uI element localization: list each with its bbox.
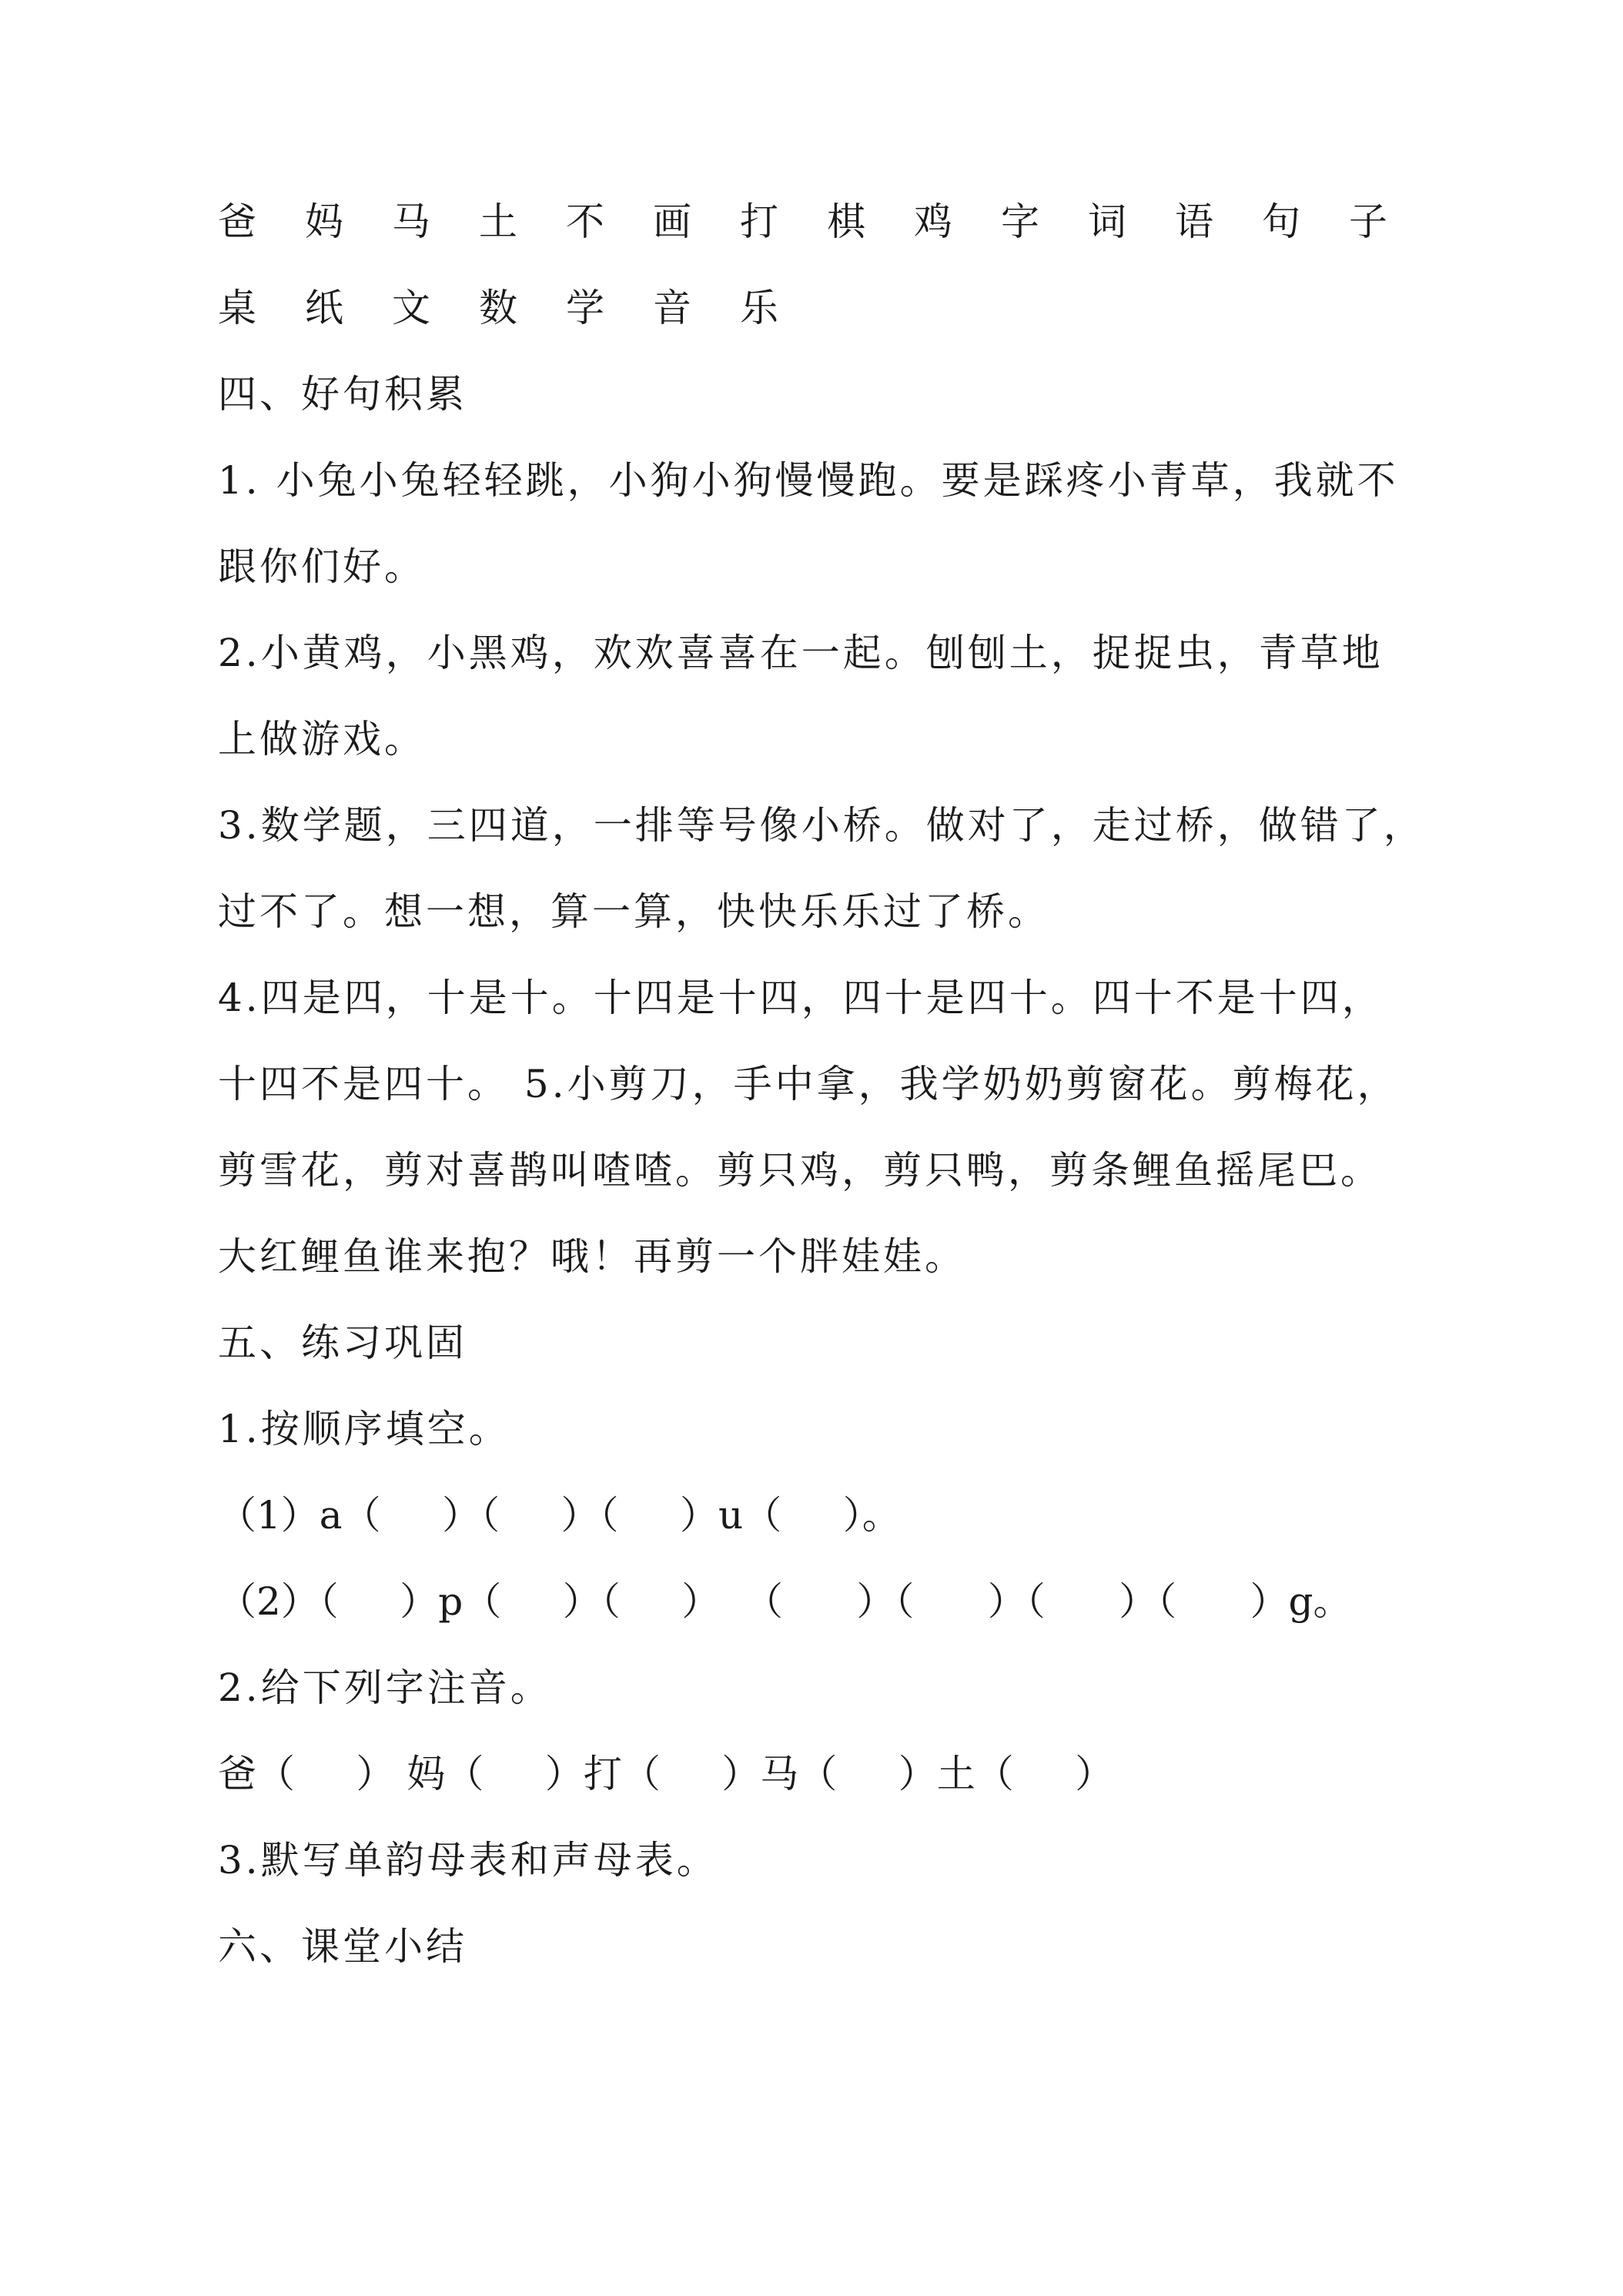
character: 打 [740,199,778,244]
character: 数 [479,286,517,330]
sentence-line: 剪雪花，剪对喜鹊叫喳喳。剪只鸡，剪只鸭，剪条鲤鱼摇尾巴。 [218,1148,1382,1193]
character: 桌 [218,286,256,330]
fill-in-blank-line: （2）（ ）p（ ）（ ） （ ）（ ）（ ）（ ）g。 [218,1579,1352,1624]
character: 画 [653,199,691,244]
character: 音 [653,286,691,330]
character: 爸 [218,199,256,244]
fill-in-blank-line: 爸（ ） 妈（ ）打（ ）马（ ）土（ ） [218,1752,1114,1796]
sentence-line: 大红鲤鱼谁来抱？哦！再剪一个胖娃娃。 [218,1234,966,1279]
character: 马 [392,199,430,244]
character: 纸 [305,286,343,330]
character: 字 [1001,199,1039,244]
character: 词 [1088,199,1126,244]
character: 子 [1349,199,1387,244]
question-title: 3.默写单韵母表和声母表。 [218,1838,718,1883]
fill-in-blank-line: （1）a（ ）（ ）（ ）u（ ）。 [218,1493,901,1538]
character: 句 [1262,199,1300,244]
sentence-line: 上做游戏。 [218,717,426,761]
character: 鸡 [914,199,952,244]
character-row-1 [218,199,1436,245]
sentence-line: 3.数学题，三四道，一排等号像小桥。做对了，走过桥，做错了， [218,803,1425,848]
character: 文 [392,286,430,330]
character: 语 [1175,199,1213,244]
sentence-line: 4.四是四，十是十。十四是十四，四十是四十。四十不是十四， [218,976,1384,1020]
character: 妈 [305,199,343,244]
sentence-line: 过不了。想一想，算一算，快快乐乐过了桥。 [218,889,1049,934]
character: 学 [566,286,604,330]
sentence-line: 跟你们好。 [218,544,426,589]
section-heading: 五、练习巩固 [218,1320,467,1365]
section-heading: 四、好句积累 [218,372,467,417]
question-title: 2.给下列字注音。 [218,1665,552,1710]
question-title: 1.按顺序填空。 [218,1407,510,1451]
sentence-line: 2.小黄鸡，小黑鸡，欢欢喜喜在一起。刨刨土，捉捉虫，青草地 [218,631,1384,675]
character: 不 [566,199,604,244]
sentence-line: 十四不是四十。 5.小剪刀，手中拿，我学奶奶剪窗花。剪梅花， [218,1062,1399,1106]
character: 乐 [740,286,778,330]
character-row-2 [218,285,827,331]
character: 棋 [827,199,865,244]
character: 土 [479,199,517,244]
section-heading: 六、课堂小结 [218,1924,467,1969]
sentence-line: 1. 小兔小兔轻轻跳，小狗小狗慢慢跑。要是踩疼小青草，我就不 [218,458,1399,503]
